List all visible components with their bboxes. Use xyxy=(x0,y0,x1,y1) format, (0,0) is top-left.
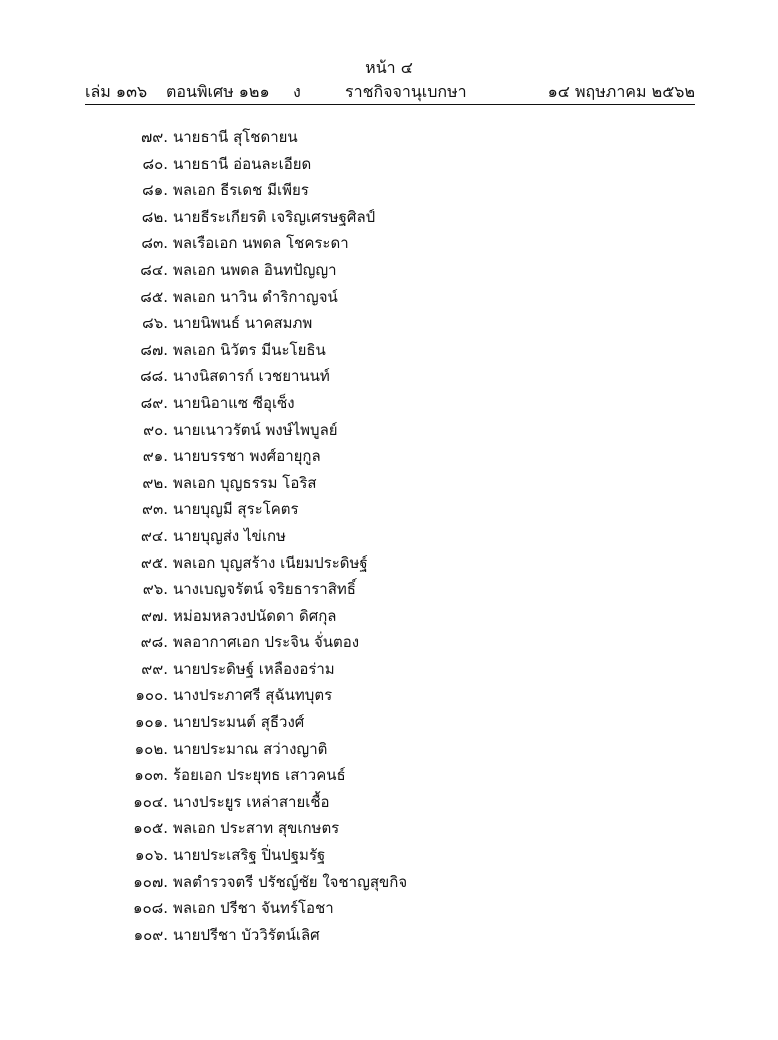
entry-number: ๘๘. xyxy=(140,367,168,386)
entry-name: นางนิสดารก์ เวชยานนท์ xyxy=(173,367,330,386)
list-item xyxy=(0,550,778,577)
entry-name: พลเอก นิวัตร มีนะโยธิน xyxy=(173,340,326,359)
entry-name: นายบรรชา พงศ์อายุกูล xyxy=(173,447,321,466)
entry-number: ๘๗. xyxy=(140,340,168,359)
entry-number: ๑๐๔. xyxy=(133,792,168,811)
entry-number: ๘๑. xyxy=(142,181,168,200)
entry-name: นายนิพนธ์ นาคสมภพ xyxy=(173,314,313,333)
header-section: ง xyxy=(293,82,301,101)
entry-number: ๘๕. xyxy=(140,287,168,306)
entry-name: นายธานี อ่อนละเอียด xyxy=(173,154,312,173)
list-item xyxy=(0,736,778,763)
list-item xyxy=(0,523,778,550)
entry-number: ๘๒. xyxy=(141,207,168,226)
entry-name: พลเอก ปรีชา จันทร์โอชา xyxy=(173,899,334,918)
list-item xyxy=(0,629,778,656)
list-item xyxy=(0,310,778,337)
name-list xyxy=(0,124,778,948)
list-item xyxy=(0,922,778,949)
list-item xyxy=(0,390,778,417)
entry-number: ๑๐๑. xyxy=(135,713,168,732)
header-title: ราชกิจจานุเบกษา xyxy=(345,82,467,101)
entry-number: ๙๒. xyxy=(142,473,168,492)
entry-name: พลเอก นพดล อินทปัญญา xyxy=(173,260,337,279)
entry-name: นายธีระเกียรติ เจริญเศรษฐศิลป์ xyxy=(173,207,376,226)
entry-number: ๑๐๖. xyxy=(135,846,168,865)
entry-name: นางประภาศรี สุฉันทบุตร xyxy=(173,686,333,705)
list-item xyxy=(0,603,778,630)
entry-number: ๑๐๘. xyxy=(132,899,168,918)
entry-name: นางเบญจรัตน์ จริยธาราสิทธิ์ xyxy=(173,580,356,599)
list-item xyxy=(0,337,778,364)
entry-name: พลอากาศเอก ประจิน จั่นตอง xyxy=(173,633,360,652)
entry-name: นายบุญมี สุระโคตร xyxy=(173,500,299,519)
entry-name: พลเอก นาวิน ดำริกาญจน์ xyxy=(173,287,338,306)
entry-name: พลเอก บุญสร้าง เนียมประดิษฐ์ xyxy=(173,553,368,572)
entry-number: ๙๔. xyxy=(140,526,168,545)
entry-number: ๙๙. xyxy=(141,659,168,678)
entry-number: ๘๔. xyxy=(140,260,168,279)
entry-name: นายประมาณ สว่างญาติ xyxy=(173,739,328,758)
list-item xyxy=(0,417,778,444)
list-item xyxy=(0,363,778,390)
list-item xyxy=(0,762,778,789)
list-item xyxy=(0,869,778,896)
entry-number: ๘๙. xyxy=(140,393,168,412)
entry-name: พลเอก ธีรเดช มีเพียร xyxy=(173,181,309,200)
list-item xyxy=(0,124,778,151)
list-item xyxy=(0,284,778,311)
entry-name: นางประยูร เหล่าสายเชื้อ xyxy=(173,792,330,811)
entry-name: นายธานี สุโชดายน xyxy=(173,128,298,146)
entry-name: ร้อยเอก ประยุทธ เสาวคนธ์ xyxy=(173,766,346,785)
list-item xyxy=(0,151,778,178)
entry-number: ๑๐๕. xyxy=(133,819,168,838)
entry-number: ๙๕. xyxy=(140,553,168,572)
entry-number: ๘๐. xyxy=(142,154,168,173)
list-item xyxy=(0,682,778,709)
gazette-header xyxy=(85,82,695,104)
header-date: ๑๔ พฤษภาคม ๒๕๖๒ xyxy=(547,82,695,101)
list-item xyxy=(0,230,778,257)
entry-name: นายปรีชา บัววิรัตน์เลิศ xyxy=(173,925,320,944)
entry-name: นายนิอาแซ ซีอุเซ็ง xyxy=(173,393,295,412)
entry-name: นายประมนต์ สุธีวงศ์ xyxy=(173,713,305,732)
entry-name: พลตำรวจตรี ปรัชญ์ชัย ใจชาญสุขกิจ xyxy=(173,872,408,891)
list-item xyxy=(0,470,778,497)
entry-name: พลเอก ประสาท สุขเกษตร xyxy=(173,819,340,838)
list-item xyxy=(0,443,778,470)
entry-number: ๙๓. xyxy=(141,500,168,519)
list-item xyxy=(0,815,778,842)
entry-number: ๙๗. xyxy=(140,606,168,625)
header-divider xyxy=(85,104,695,105)
entry-name: พลเอก บุญธรรม โอริส xyxy=(173,473,317,492)
entry-number: ๑๐๙. xyxy=(133,925,168,944)
entry-number: ๑๐๒. xyxy=(134,739,168,758)
list-item xyxy=(0,656,778,683)
entry-name: นายบุญส่ง ไข่เกษ xyxy=(173,526,286,545)
entry-number: ๙๘. xyxy=(140,633,168,652)
list-item xyxy=(0,709,778,736)
entry-name: หม่อมหลวงปนัดดา ดิศกุล xyxy=(173,606,337,625)
header-volume: เล่ม ๑๓๖ xyxy=(85,82,148,101)
entry-number: ๗๙. xyxy=(140,128,168,146)
list-item xyxy=(0,257,778,284)
entry-name: นายประเสริฐ ปิ่นปฐมรัฐ xyxy=(173,846,326,865)
entry-number: ๑๐๓. xyxy=(134,766,168,785)
list-item xyxy=(0,576,778,603)
entry-number: ๑๐๐. xyxy=(135,686,168,705)
list-item xyxy=(0,177,778,204)
list-item xyxy=(0,895,778,922)
entry-number: ๙๖. xyxy=(142,580,168,599)
entry-number: ๘๖. xyxy=(142,314,168,333)
header-issue: ตอนพิเศษ ๑๒๑ xyxy=(166,82,270,101)
entry-number: ๘๓. xyxy=(141,234,168,253)
page-number: หน้า ๔ xyxy=(365,58,413,77)
entry-name: นายประดิษฐ์ เหลืองอร่าม xyxy=(173,659,335,678)
entry-number: ๑๐๗. xyxy=(133,872,168,891)
list-item xyxy=(0,789,778,816)
list-item xyxy=(0,204,778,231)
entry-number: ๙๐. xyxy=(143,420,168,439)
entry-name: พลเรือเอก นพดล โชคระดา xyxy=(173,234,349,253)
entry-number: ๙๑. xyxy=(142,447,168,466)
entry-name: นายเนาวรัตน์ พงษ์ไพบูลย์ xyxy=(173,420,338,439)
list-item xyxy=(0,842,778,869)
list-item xyxy=(0,496,778,523)
